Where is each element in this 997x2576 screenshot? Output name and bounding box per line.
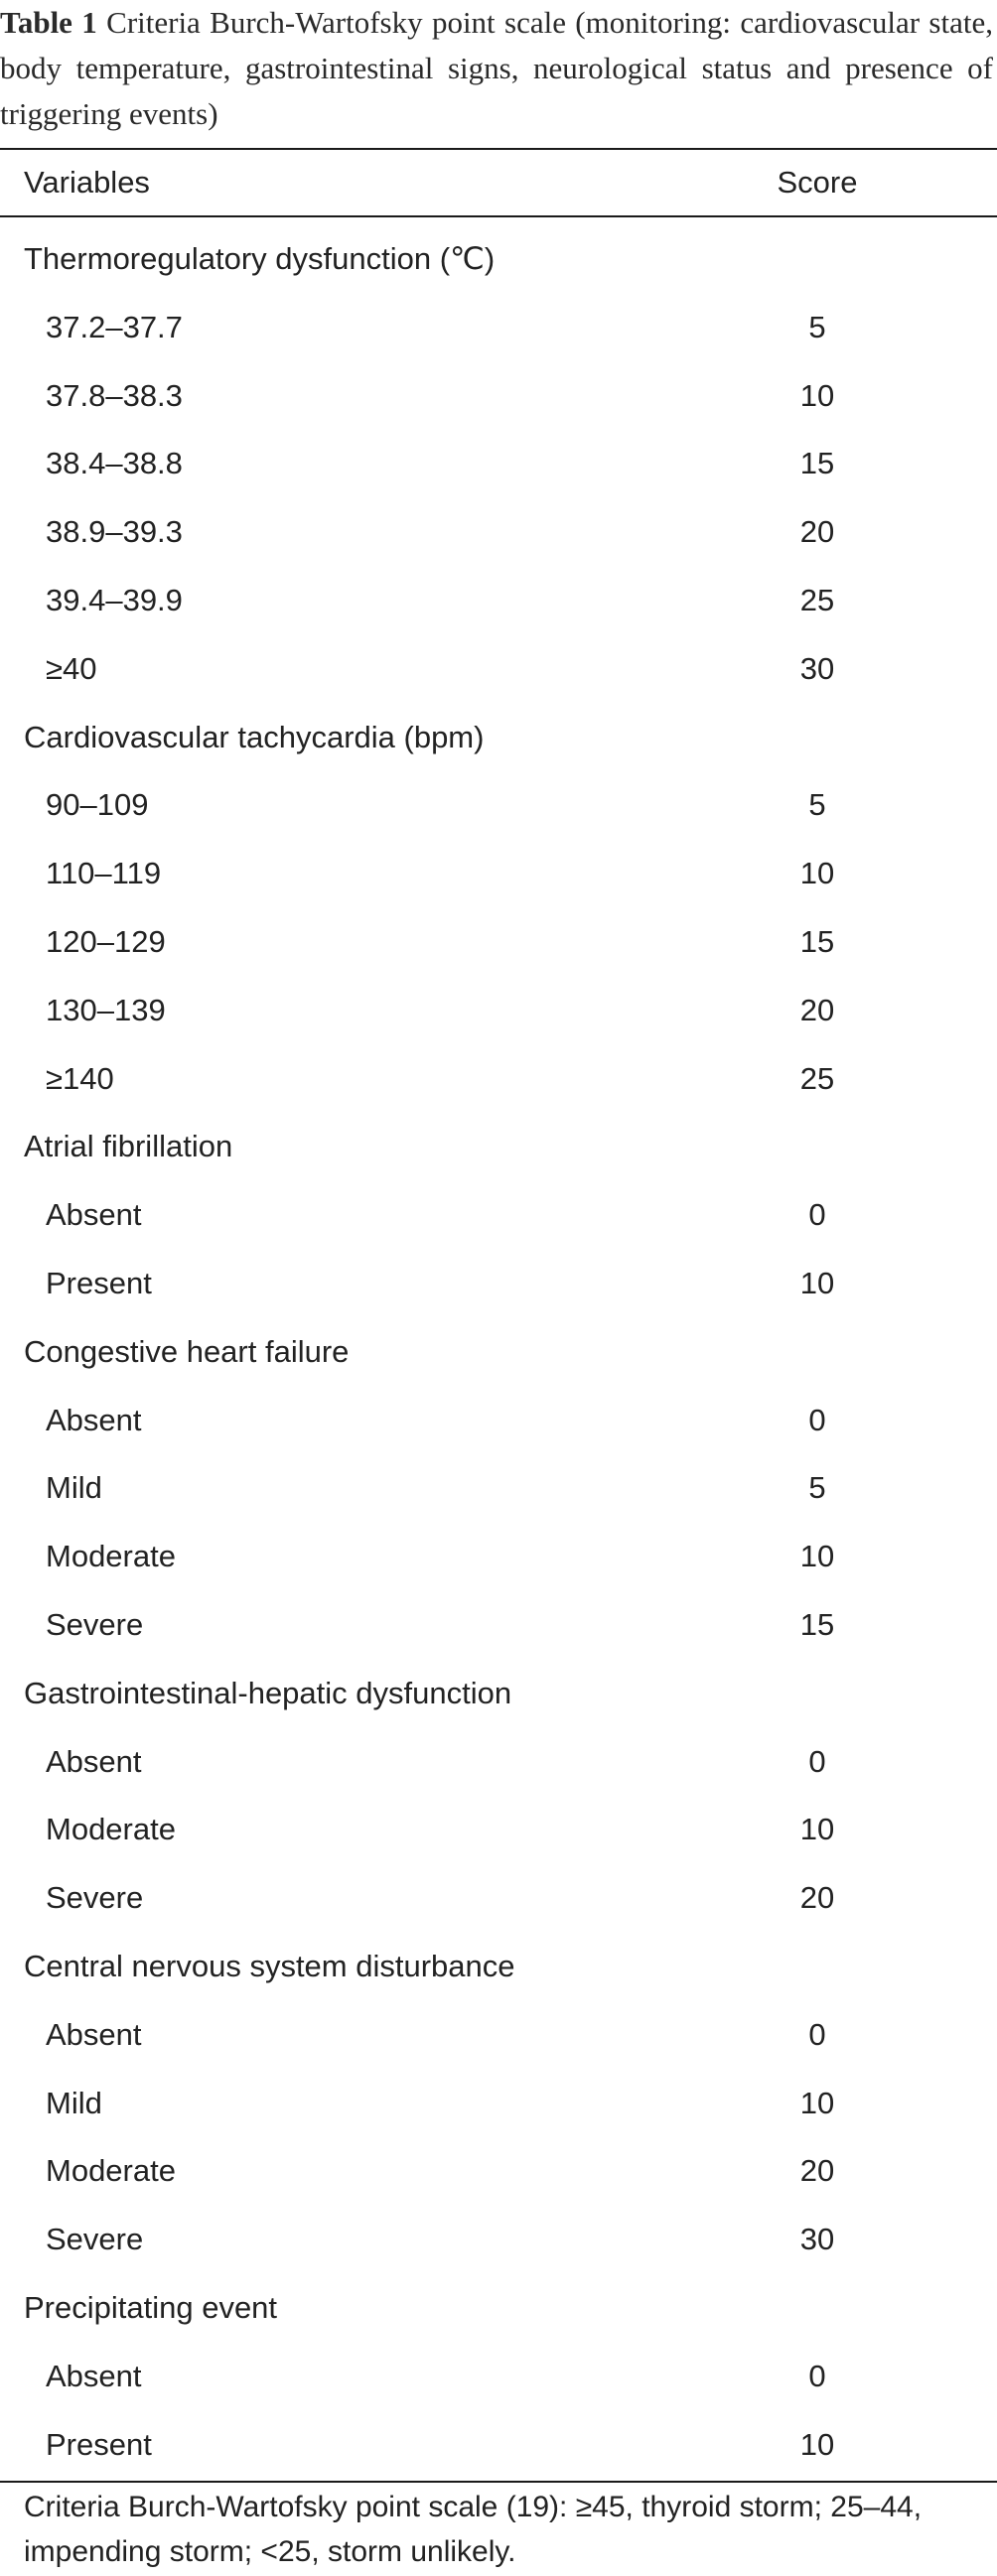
table-header-row (0, 150, 997, 215)
score-value: 10 (799, 1265, 835, 1300)
table-caption (0, 0, 993, 137)
table-category-row (0, 1933, 997, 2001)
table-row (0, 1181, 997, 1250)
table-row (0, 908, 997, 977)
table-row (0, 1864, 997, 1933)
score-value: 25 (799, 1060, 835, 1096)
table-row (0, 2411, 997, 2480)
table-row (0, 635, 997, 704)
variable-label: Moderate (46, 1539, 176, 1574)
score-value: 25 (799, 582, 835, 617)
column-header-variables: Variables (24, 165, 150, 200)
table-category-row (0, 225, 997, 294)
score-value: 0 (808, 1402, 826, 1437)
variable-label: Moderate (46, 2153, 176, 2189)
variable-label: Absent (46, 1743, 142, 1779)
table-row (0, 1250, 997, 1318)
table-row (0, 2001, 997, 2070)
table-row (0, 1454, 997, 1523)
table-row (0, 362, 997, 431)
category-label: Cardiovascular tachycardia (bpm) (24, 719, 485, 754)
variable-label: ≥40 (46, 650, 97, 686)
variable-label: 38.4–38.8 (46, 446, 183, 481)
score-value: 10 (799, 856, 835, 891)
score-value: 15 (799, 1606, 835, 1642)
score-value: 10 (799, 2085, 835, 2120)
table-row (0, 1796, 997, 1864)
score-value: 20 (799, 2153, 835, 2189)
variable-label: Present (46, 2426, 152, 2462)
table-category-row (0, 1113, 997, 1181)
table-caption-label: Table 1 (0, 5, 97, 40)
score-value: 0 (808, 2016, 826, 2052)
score-value: 10 (799, 1539, 835, 1574)
variable-label: Absent (46, 2358, 142, 2393)
variable-label: Mild (46, 2085, 102, 2120)
score-value: 0 (808, 1197, 826, 1233)
table-body (0, 225, 997, 2479)
score-value: 30 (799, 650, 835, 686)
table-row (0, 2206, 997, 2274)
table-bottom-rule (0, 2481, 997, 2483)
score-value: 10 (799, 1812, 835, 1847)
table-row (0, 1591, 997, 1660)
score-value: 0 (808, 2358, 826, 2393)
score-value: 30 (799, 2222, 835, 2257)
variable-label: 39.4–39.9 (46, 582, 183, 617)
variable-label: 130–139 (46, 992, 166, 1027)
table-row (0, 498, 997, 567)
variable-label: Absent (46, 1197, 142, 1233)
category-label: Precipitating event (24, 2289, 278, 2325)
table-row (0, 567, 997, 635)
score-value: 5 (808, 787, 826, 823)
table-row (0, 294, 997, 362)
variable-label: 120–129 (46, 923, 166, 959)
table-row (0, 1387, 997, 1455)
category-label: Congestive heart failure (24, 1333, 350, 1369)
table-header-rule (0, 215, 997, 217)
variable-label: 37.8–38.3 (46, 377, 183, 413)
variable-label: 110–119 (46, 856, 162, 891)
table-row (0, 771, 997, 840)
score-value: 0 (808, 1743, 826, 1779)
variable-label: 38.9–39.3 (46, 514, 183, 550)
table-row (0, 1523, 997, 1591)
table-footnote: Criteria Burch-Wartofsky point scale (19): ≥45, thyroid storm; 25–44, impending storm; <25, storm unlikely. (24, 2491, 923, 2568)
column-header-score: Score (777, 165, 858, 200)
score-value: 20 (799, 992, 835, 1027)
variable-label: Severe (46, 2222, 144, 2257)
category-label: Atrial fibrillation (24, 1129, 233, 1164)
score-value: 10 (799, 377, 835, 413)
variable-label: Absent (46, 1402, 142, 1437)
variable-label: 90–109 (46, 787, 149, 823)
score-value: 10 (799, 2426, 835, 2462)
variable-label: Severe (46, 1606, 144, 1642)
category-label: Gastrointestinal-hepatic dysfunction (24, 1675, 512, 1710)
variable-label: Moderate (46, 1812, 176, 1847)
table-row (0, 430, 997, 498)
category-label: Thermoregulatory dysfunction (℃) (24, 241, 496, 276)
variable-label: Mild (46, 1470, 102, 1506)
variable-label: Severe (46, 1880, 144, 1916)
table-row (0, 1045, 997, 1114)
score-value: 15 (799, 923, 835, 959)
score-value: 5 (808, 1470, 826, 1506)
score-value: 20 (799, 514, 835, 550)
table-row (0, 2070, 997, 2138)
score-value: 5 (808, 309, 826, 344)
variable-label: Present (46, 1265, 152, 1300)
table-category-row (0, 2274, 997, 2343)
table-row (0, 840, 997, 908)
table-category-row (0, 1660, 997, 1728)
category-label: Central nervous system disturbance (24, 1948, 515, 1983)
table-category-row (0, 704, 997, 772)
table-row (0, 1728, 997, 1797)
score-value: 20 (799, 1880, 835, 1916)
variable-label: ≥140 (46, 1060, 114, 1096)
table-row (0, 977, 997, 1045)
table-category-row (0, 1318, 997, 1387)
variable-label: 37.2–37.7 (46, 309, 183, 344)
table-row (0, 2343, 997, 2411)
table-row (0, 2137, 997, 2206)
score-value: 15 (799, 446, 835, 481)
variable-label: Absent (46, 2016, 142, 2052)
table-caption-text: Criteria Burch-Wartofsky point scale (monitoring: cardiovascular state, body temperature, gastrointestinal signs, neurological status and presence of triggering events) (0, 5, 993, 131)
